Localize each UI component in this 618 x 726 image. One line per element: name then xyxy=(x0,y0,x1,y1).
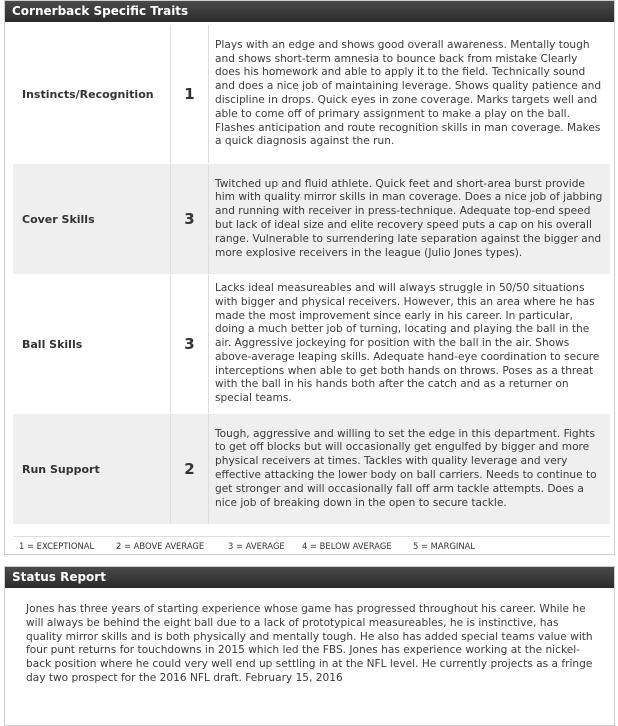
legend-item: 5 = MARGINAL xyxy=(413,541,476,551)
trait-description: Tough, aggressive and willing to set the edge in this department. Fights to get off blocks but will occasionally get engulfed by bigger and more physical receivers at times. Tackles with quality leverage and very effective attacking the lower body on ball carriers. Needs to continue to get stronger and will occasionally fall off arm tackle attempts. Does a nice job of breaking down in the open to secure tackle. xyxy=(209,414,610,524)
trait-grade: 3 xyxy=(170,164,209,274)
traits-table xyxy=(13,24,610,525)
table-row xyxy=(13,25,610,163)
grade-legend xyxy=(13,536,610,555)
trait-description: Twitched up and fluid athlete. Quick feet and short-area burst provide him with quality mirror skills in man coverage. Does a nice job of jabbing and running with receiver in press-technique. Adequate top-end speed but lack of ideal size and elite recovery speed puts a cap on his overall range. Vulnerable to surrendering late separation against the bigger and more explosive receivers in the league (Julio Jones types). xyxy=(209,164,610,274)
trait-description: Plays with an edge and shows good overall awareness. Mentally tough and shows short-term amnesia to bounce back from mistake Clearly does his homework and able to apply it to the field. Technically sound and does a nice job of maintaining leverage. Shows quality patience and discipline in drops. Quick eyes in zone coverage. Marks targets well and able to come off of primary assignment to make a play on the ball. Flashes anticipation and route recognition skills in man coverage. Makes a quick diagnosis against the run. xyxy=(209,25,610,163)
trait-grade: 2 xyxy=(170,414,209,524)
legend-item: 1 = EXCEPTIONAL xyxy=(19,541,95,551)
trait-name: Run Support xyxy=(13,414,170,524)
trait-name: Ball Skills xyxy=(13,275,170,413)
trait-grade: 1 xyxy=(170,25,209,163)
table-row xyxy=(13,414,610,524)
status-panel xyxy=(4,566,615,726)
traits-header: Cornerback Specific Traits xyxy=(5,1,614,22)
legend-item: 4 = BELOW AVERAGE xyxy=(302,541,392,551)
trait-name: Instincts/Recognition xyxy=(13,25,170,163)
legend-item: 3 = AVERAGE xyxy=(228,541,285,551)
table-row xyxy=(13,275,610,413)
trait-description: Lacks ideal measureables and will always struggle in 50/50 situations with bigger and physical receivers. However, this an area where he has made the most improvement since early in his career. In particular, doing a much better job of turning, locating and playing the ball in the air. Aggressive jockeying for position with the ball in the air. Shows above-average leaping skills. Adequate hand-eye coordination to secure interceptions when able to get both hands on throws. Poses as a threat with the ball in his hands both after the catch and as a returner on special teams. xyxy=(209,275,610,413)
trait-grade: 3 xyxy=(170,275,209,413)
legend-item: 2 = ABOVE AVERAGE xyxy=(116,541,205,551)
traits-panel xyxy=(4,0,615,555)
status-header: Status Report xyxy=(5,567,614,588)
trait-name: Cover Skills xyxy=(13,164,170,274)
status-report-text: Jones has three years of starting experience whose game has progressed throughout his career. While he will always be behind the eight ball due to a lack of prototypical measureables, he is instinctive, has quality mirror skills and is both physically and mentally tough. He also has added special teams value with four punt returns for touchdowns in 2015 which led the FBS. Jones has experience working at the nickel-back position where he could very well end up settling in at the NFL level. He currently projects as a fringe day two prospect for the 2016 NFL draft. February 15, 2016 xyxy=(26,603,593,684)
table-row xyxy=(13,164,610,274)
